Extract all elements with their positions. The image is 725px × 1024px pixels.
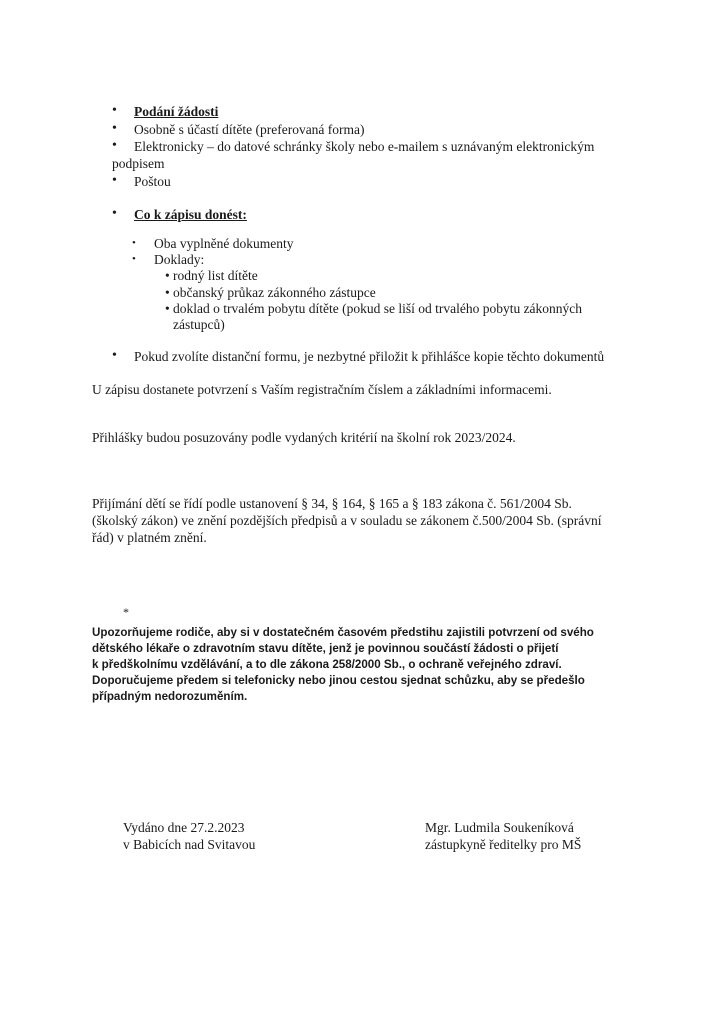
signatory-role: zástupkyně ředitelky pro MŠ [425,837,582,852]
bullet-icon: • [132,237,136,249]
document-residence-cont: zástupců) [173,317,225,332]
notice-line: dětského lékaře o zdravotním stavu dítěte, jenž je povinnou součástí žádosti o přijetí [92,642,559,655]
submission-heading: Podání žádosti [134,104,219,119]
legal-line: Přijímání dětí se řídí podle ustanovení § 34, § 164, § 165 a § 183 zákona č. 561/2004 Sb. [92,496,572,511]
bring-heading: Co k zápisu donést: [134,207,247,222]
notice-line: k předškolnímu vzdělávání, a to dle zákona 258/2000 Sb., o ochraně veřejného zdraví. [92,658,562,671]
submission-item-personal: Osobně s účastí dítěte (preferovaná forma) [134,122,365,137]
confirmation-paragraph: U zápisu dostanete potvrzení s Vaším registračním číslem a základními informacemi. [92,382,552,397]
bullet-icon: • [165,285,170,300]
bullet-icon: • [112,348,117,363]
document-residence: doklad o trvalém pobytu dítěte (pokud se liší od trvalého pobytu zákonných [173,301,583,316]
distance-note: Pokud zvolíte distanční formu, je nezbytné přiložit k přihlášce kopie těchto dokumentů [134,349,605,364]
bullet-icon: • [112,138,117,153]
criteria-paragraph: Přihlášky budou posuzovány podle vydaných kritérií na školní rok 2023/2024. [92,430,516,445]
bullet-icon: • [112,103,117,118]
submission-item-post: Poštou [134,174,171,189]
document-birth-certificate: rodný list dítěte [173,268,258,283]
legal-line: (školský zákon) ve znění pozdějších předpisů a v souladu se zákonem č.500/2004 Sb. (správní [92,513,602,528]
bullet-icon: • [112,173,117,188]
notice-asterisk: * [123,605,129,619]
bullet-icon: • [165,268,170,283]
issued-date: Vydáno dne 27.2.2023 [123,820,245,835]
bring-item-forms: Oba vyplněné dokumenty [154,236,294,251]
document-id-card: občanský průkaz zákonného zástupce [173,285,376,300]
bullet-icon: • [165,301,170,316]
notice-line: Doporučujeme předem si telefonicky nebo jinou cestou sjednat schůzku, aby se předešlo [92,674,585,687]
bullet-icon: • [132,253,136,265]
submission-item-electronic: Elektronicky – do datové schránky školy nebo e-mailem s uznávaným elektronickým [134,139,595,154]
notice-line: Upozorňujeme rodiče, aby si v dostatečném časovém předstihu zajistili potvrzení od svého [92,626,594,639]
signatory-name: Mgr. Ludmila Soukeníková [425,820,574,835]
bullet-icon: • [112,121,117,136]
notice-line: případným nedorozuměním. [92,690,248,703]
legal-line: řád) v platném znění. [92,530,207,545]
submission-item-electronic-cont: podpisem [112,156,165,171]
bullet-icon: • [112,206,117,221]
bring-item-documents: Doklady: [154,252,205,267]
issued-place: v Babicích nad Svitavou [123,837,256,852]
